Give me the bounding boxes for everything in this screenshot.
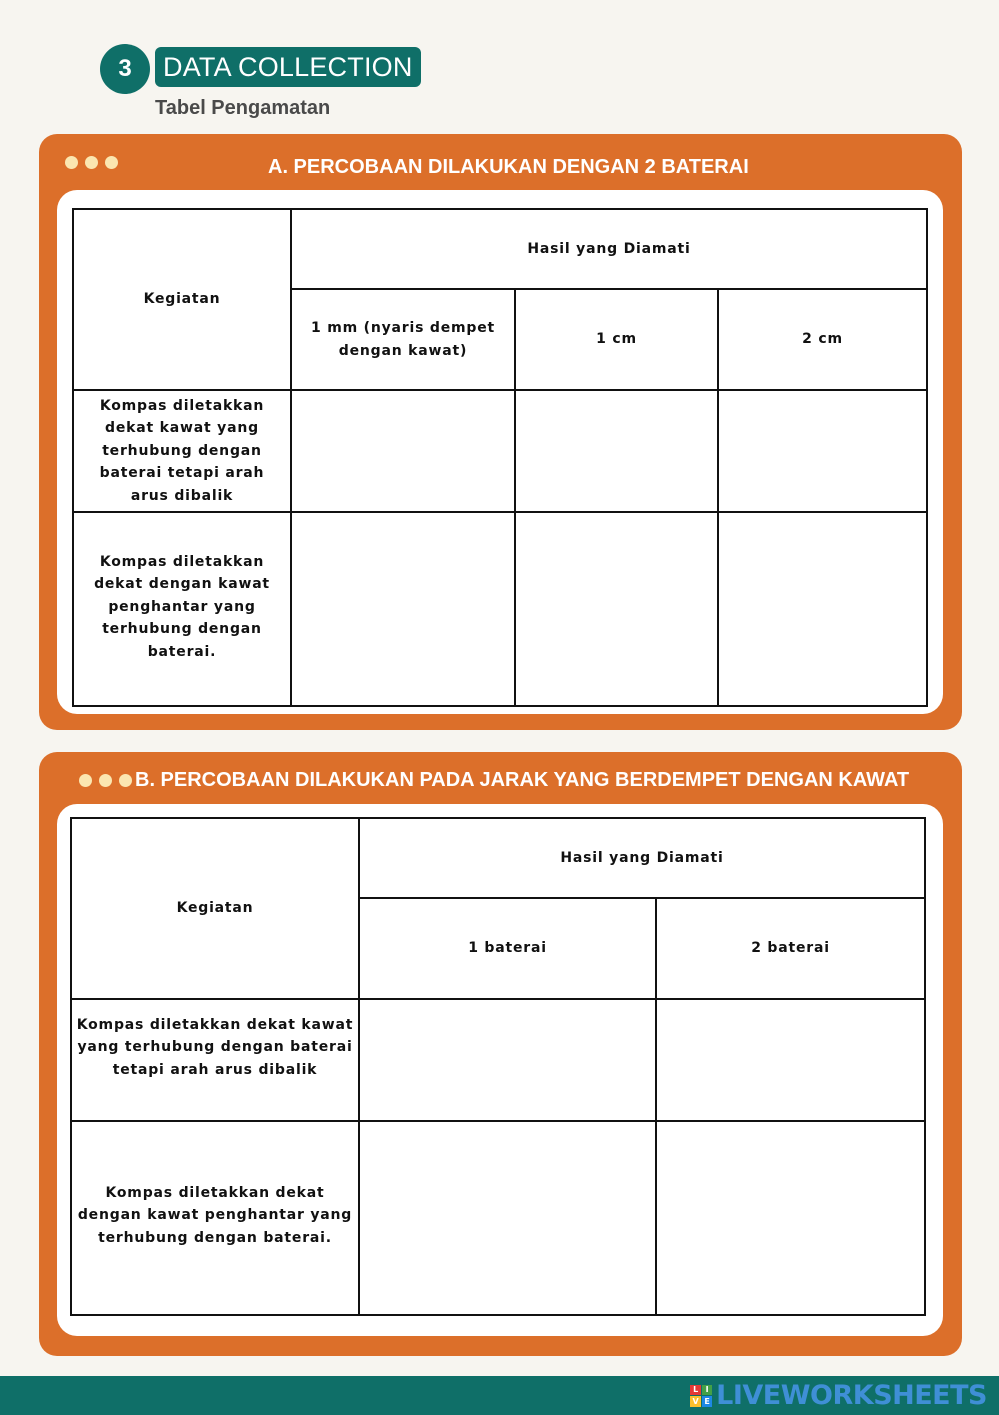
table-row — [73, 512, 927, 706]
table-row — [71, 1121, 925, 1315]
liveworksheets-logo[interactable] — [690, 1376, 987, 1415]
answer-cell[interactable] — [515, 390, 718, 512]
subheader-1mm: 1 mm (nyaris dempet dengan kawat) — [291, 289, 515, 390]
step-number-badge: 3 — [100, 44, 150, 94]
subheader-1-baterai: 1 baterai — [359, 898, 656, 999]
logo-letter: L — [690, 1385, 701, 1396]
logo-letter: I — [702, 1385, 713, 1396]
panel-a-title: A. PERCOBAAN DILAKUKAN DENGAN 2 BATERAI — [268, 156, 749, 178]
panel-b-title: B. PERCOBAAN DILAKUKAN PADA JARAK YANG BERDEMPET DENGAN KAWAT — [135, 769, 910, 791]
brand-name: LIVEWORKSHEETS — [716, 1380, 987, 1411]
logo-letter: E — [702, 1396, 713, 1407]
table-row — [73, 390, 927, 512]
header-hasil-diamati: Hasil yang Diamati — [291, 209, 927, 289]
observation-table-a — [72, 208, 928, 707]
decor-dot-icon — [85, 156, 98, 169]
answer-cell[interactable] — [359, 999, 656, 1121]
row-label: Kompas diletakkan dekat kawat yang terhubung dengan baterai tetapi arah arus dibalik — [71, 999, 359, 1121]
header-kegiatan: Kegiatan — [73, 209, 291, 390]
decor-dot-icon — [119, 774, 132, 787]
section-subtitle: Tabel Pengamatan — [155, 97, 331, 119]
row-label: Kompas diletakkan dekat kawat yang terhubung dengan baterai tetapi arah arus dibalik — [73, 390, 291, 512]
decor-dot-icon — [105, 156, 118, 169]
answer-cell[interactable] — [359, 1121, 656, 1315]
decor-dot-icon — [99, 774, 112, 787]
table-row — [71, 999, 925, 1121]
answer-cell[interactable] — [656, 1121, 925, 1315]
subheader-2cm: 2 cm — [718, 289, 927, 390]
subheader-1cm: 1 cm — [515, 289, 718, 390]
decor-dot-icon — [79, 774, 92, 787]
section-title-text: DATA COLLECTION — [163, 51, 413, 82]
row-label: Kompas diletakkan dekat dengan kawat penghantar yang terhubung dengan baterai. — [73, 512, 291, 706]
answer-cell[interactable] — [291, 512, 515, 706]
decor-dot-icon — [65, 156, 78, 169]
subheader-2-baterai: 2 baterai — [656, 898, 925, 999]
answer-cell[interactable] — [718, 512, 927, 706]
observation-table-b — [70, 817, 926, 1316]
row-label: Kompas diletakkan dekat dengan kawat penghantar yang terhubung dengan baterai. — [71, 1121, 359, 1315]
header-kegiatan: Kegiatan — [71, 818, 359, 999]
answer-cell[interactable] — [656, 999, 925, 1121]
answer-cell[interactable] — [515, 512, 718, 706]
liveworksheets-logo-icon — [690, 1385, 712, 1407]
header-hasil-diamati: Hasil yang Diamati — [359, 818, 925, 898]
answer-cell[interactable] — [718, 390, 927, 512]
section-title — [155, 47, 421, 87]
logo-letter: V — [690, 1396, 701, 1407]
answer-cell[interactable] — [291, 390, 515, 512]
